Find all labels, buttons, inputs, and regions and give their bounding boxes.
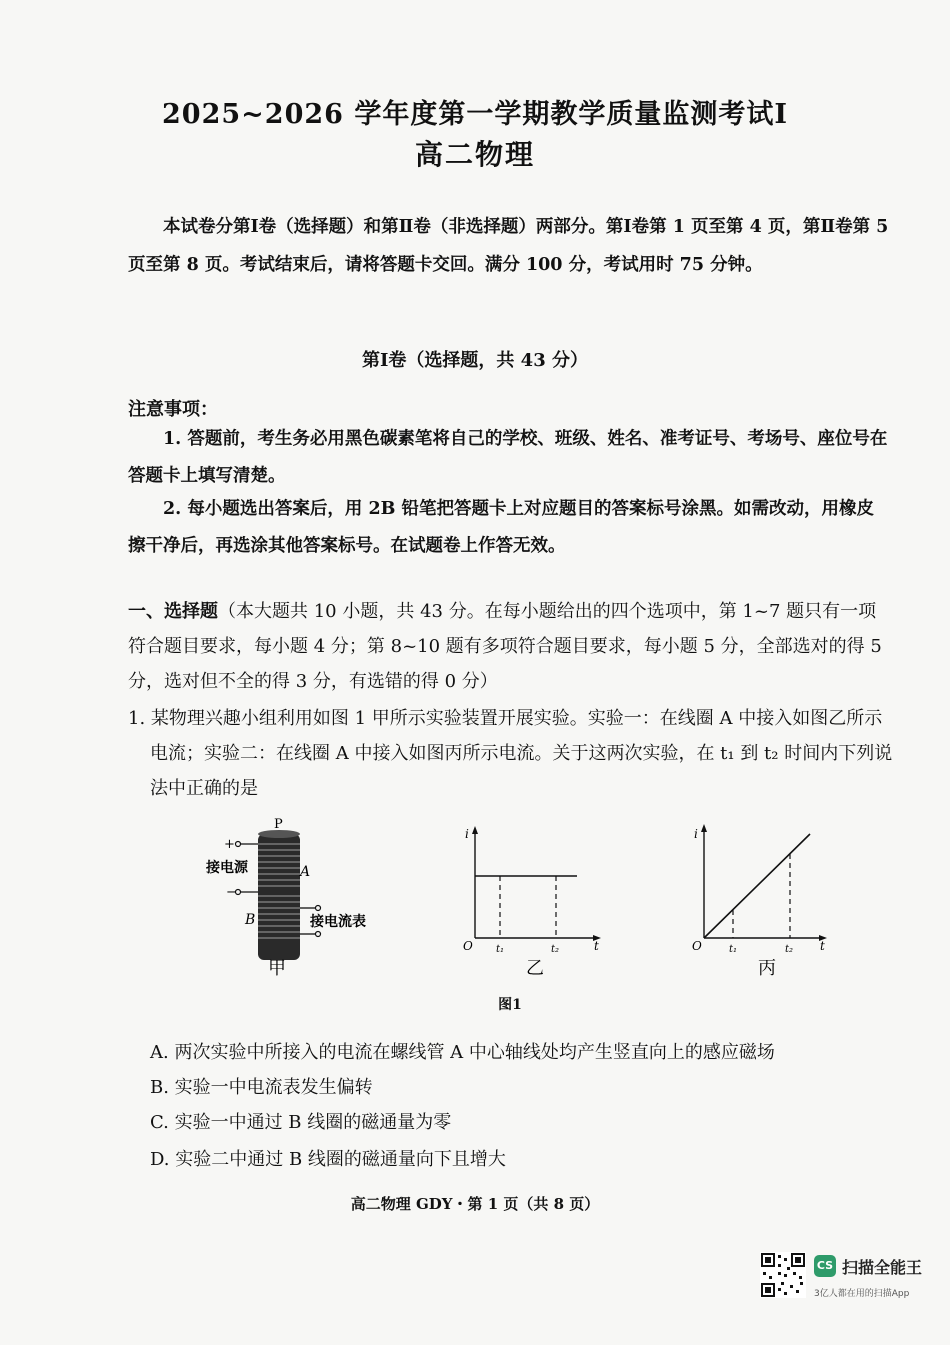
scanner-tagline: 3亿人都在用的扫描App (814, 1289, 910, 1299)
label-jia: 甲 (268, 958, 286, 979)
option-c: C. 实验一中通过 B 线圈的磁通量为零 (150, 1112, 452, 1133)
option-d: D. 实验二中通过 B 线圈的磁通量向下且增大 (150, 1149, 506, 1170)
qr-code-icon (760, 1252, 806, 1298)
section1-block (128, 594, 894, 699)
figure-yi (463, 826, 601, 979)
figure-caption: 图1 (498, 997, 522, 1013)
bing-t1: t₁ (729, 944, 738, 955)
bing-axis-i: i (694, 827, 698, 841)
camscanner-logo: CS (814, 1255, 836, 1277)
yi-t1: t₁ (496, 944, 505, 955)
figure-jia (205, 817, 366, 979)
part1-title: 第Ⅰ卷（选择题，共 43 分） (361, 350, 588, 371)
yi-t2: t₂ (551, 944, 560, 955)
exam-title: 2025~2026 学年度第一学期教学质量监测考试Ⅰ (162, 99, 788, 130)
bing-origin: O (692, 939, 702, 953)
yi-origin: O (463, 939, 473, 953)
scanner-name: 扫描全能王 (842, 1258, 923, 1277)
bing-axis-t: t (820, 939, 825, 953)
label-plus: + (224, 837, 235, 852)
label-yi: 乙 (526, 958, 544, 979)
notice-item-1: 1. 答题前，考生务必用黑色碳素笔将自己的学校、班级、姓名、准考证号、考场号、座位号在答题卡上填写清楚。 (128, 429, 888, 486)
option-a: A. 两次实验中所接入的电流在螺线管 A 中心轴线处均产生竖直向上的感应磁场 (150, 1042, 775, 1063)
section1-desc: （本大题共 10 小题，共 43 分。在每小题给出的四个选项中，第 1~7 题只有一项符合题目要求，每小题 4 分；第 8~10 题有多项符合题目要求，每小题 5 分，全部选对的得 5 分，选对但不全的得 3 分，有选错的得 0 分） (128, 601, 882, 692)
label-bing: 丙 (758, 958, 776, 979)
label-P: P (274, 817, 283, 832)
bing-t2: t₂ (785, 944, 794, 955)
intro-paragraph: 本试卷分第Ⅰ卷（选择题）和第Ⅱ卷（非选择题）两部分。第Ⅰ卷第 1 页至第 4 页，第Ⅱ卷第 5 页至第 8 页。考试结束后，请将答题卡交回。满分 100 分，考试用时 75 分钟。 (128, 217, 889, 275)
label-coil-B: B (245, 912, 256, 928)
label-power: 接电源 (206, 860, 248, 876)
question1-stem: 1. 某物理兴趣小组利用如图 1 甲所示实验装置开展实验。实验一：在线圈 A 中接入如图乙所示电流；实验二：在线圈 A 中接入如图丙所示电流。关于这两次实验，在 t₁ 到 t₂ 时间内下列说法中正确的是 (128, 708, 893, 799)
yi-axis-t: t (594, 939, 599, 953)
page-footer: 高二物理 GDY・第 1 页（共 8 页） (350, 1195, 600, 1213)
subject-title: 高二物理 (414, 138, 535, 171)
option-b: B. 实验一中电流表发生偏转 (150, 1077, 373, 1098)
label-coil-A: A (300, 864, 311, 880)
notice-item-2: 2. 每小题选出答案后，用 2B 铅笔把答题卡上对应题目的答案标号涂黑。如需改动，用橡皮擦干净后，再选涂其他答案标号。在试题卷上作答无效。 (128, 499, 875, 556)
yi-axis-i: i (465, 827, 469, 841)
section1-heading: 一、选择题 (128, 601, 218, 622)
notice-heading: 注意事项： (128, 399, 218, 420)
figure-bing (692, 824, 827, 979)
label-minus: − (226, 885, 237, 900)
label-meter: 接电流表 (310, 914, 366, 930)
